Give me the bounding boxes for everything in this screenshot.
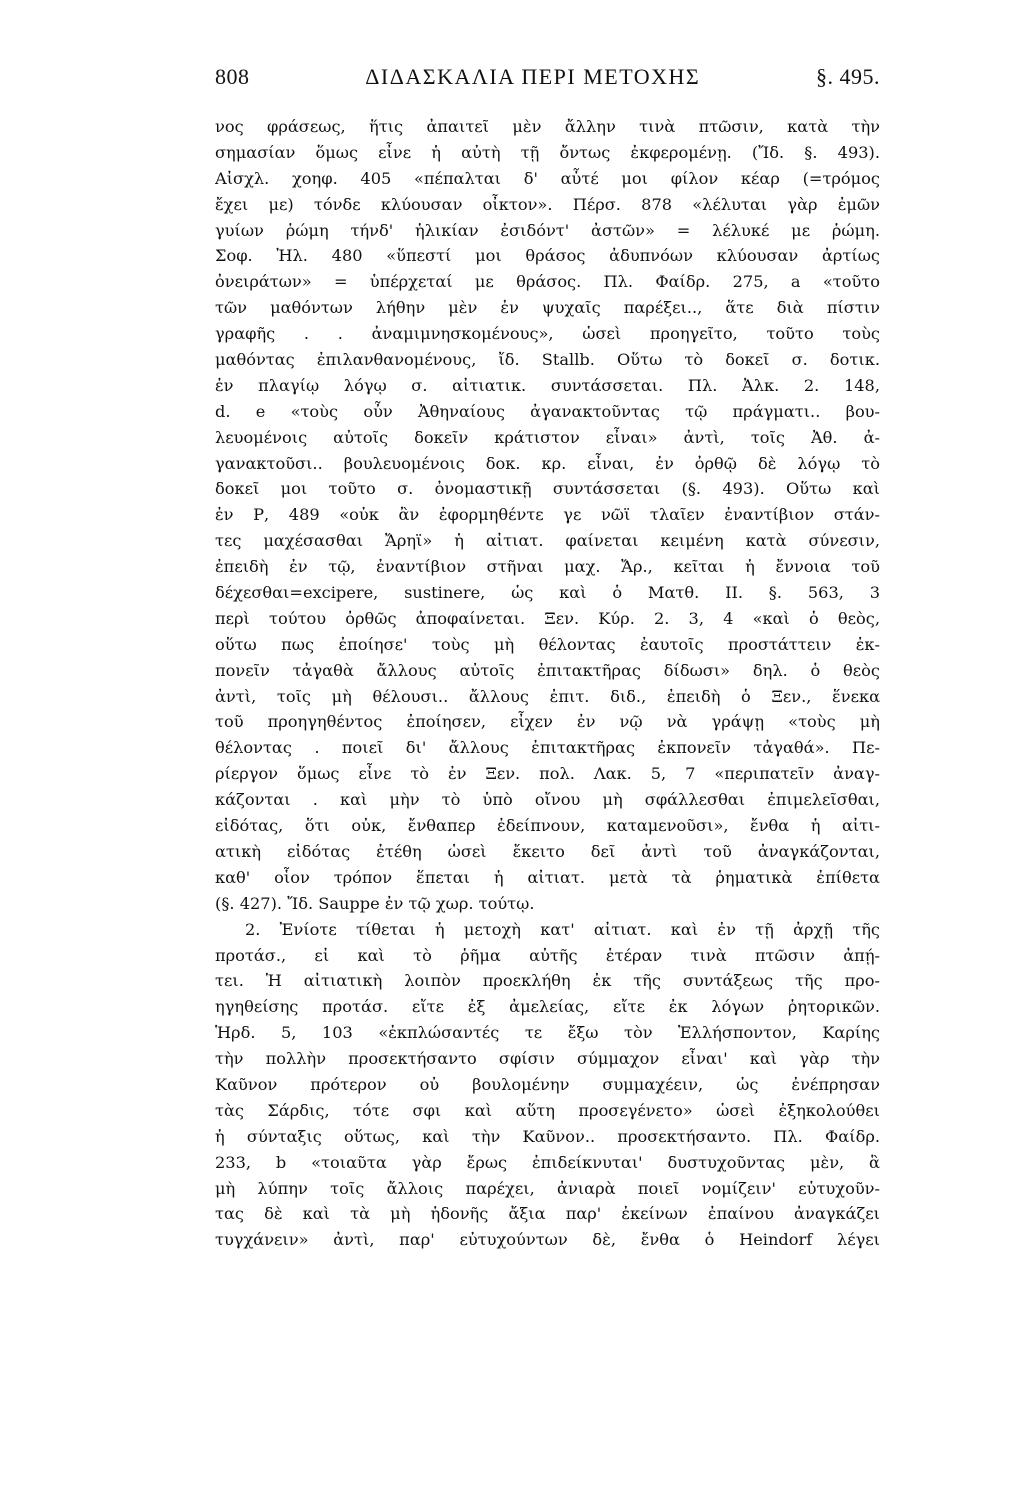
text-line: Σοφ. Ἠλ. 480 «ὕπεστί μοι θράσος ἀδυπνόων κλύουσαν ἀρτίως	[215, 246, 880, 266]
text-line: προτάσ., εἰ καὶ τὸ ῥῆμα αὐτῆς ἑτέραν τινὰ πτῶσιν ἀπῄ-	[215, 945, 880, 965]
text-line: ἐπειδὴ ἐν τῷ, ἐναντίβιον στῆναι μαχ. Ἄρ., κεῖται ἡ ἔννοια τοῦ	[215, 557, 880, 577]
text-line: περὶ τούτου ὀρθῶς ἀποφαίνεται. Ξεν. Κύρ. 2. 3, 4 «καὶ ὁ θεὸς,	[215, 608, 880, 628]
text-line: ἡ σύνταξις οὕτως, καὶ τὴν Καῦνον.. προσεκτήσαντο. Πλ. Φαίδρ.	[215, 1126, 880, 1146]
text-line: Αἰσχλ. χοηφ. 405 «πέπαλται δ' αὖτέ μοι φίλον κέαρ (=τρόμος	[215, 168, 880, 188]
body-text	[215, 114, 880, 1253]
text-line: d. e «τοὺς οὖν Ἀθηναίους ἀγανακτοῦντας τῷ πράγματι.. βου-	[215, 401, 880, 421]
text-line: λευομένοις αὐτοῖς δοκεῖν κράτιστον εἶναι» ἀντὶ, τοῖς Ἀθ. ἀ-	[215, 427, 880, 447]
text-line: ἐν πλαγίῳ λόγῳ σ. αἰτιατικ. συντάσσεται. Πλ. Ἀλκ. 2. 148,	[215, 375, 880, 395]
running-title: ΔΙΔΑΣΚΑΛΙΑ ΠΕΡΙ ΜΕΤΟΧΗΣ	[365, 64, 701, 89]
text-line: δοκεῖ μοι τοῦτο σ. ὀνομαστικῇ συντάσσεται (§. 493). Οὕτω καὶ	[215, 479, 880, 499]
text-line: πονεῖν τἀγαθὰ ἄλλους αὐτοῖς ἐπιτακτῆρας δίδωσι» δηλ. ὁ θεὸς	[215, 660, 880, 680]
text-line: ἐν Ρ, 489 «οὐκ ἂν ἐφορμηθέντε γε νῶϊ τλαῖεν ἐναντίβιον στάν-	[215, 505, 880, 525]
text-line: γυίων ῥώμη τήνδ' ἡλικίαν ἐσιδόντ' ἀστῶν» = λέλυκέ με ῥώμη.	[215, 220, 880, 240]
text-line: δέχεσθαι=excipere, sustinere, ὡς καὶ ὁ Ματθ. ΙΙ. §. 563, 3	[215, 583, 880, 603]
text-line: γραφῆς . . ἀναμιμνησκομένους», ὡσεὶ προηγεῖτο, τοῦτο τοὺς	[215, 324, 880, 344]
text-line: τὰς Σάρδις, τότε σφι καὶ αὕτη προσεγένετο» ὡσεὶ ἐξηκολούθει	[215, 1100, 880, 1120]
text-line: σημασίαν ὅμως εἶνε ἡ αὐτὴ τῇ ὄντως ἐκφερομένῃ. (Ἴδ. §. 493).	[215, 142, 880, 162]
text-line: ἀντὶ, τοῖς μὴ θέλουσι.. ἄλλους ἐπιτ. διδ., ἐπειδὴ ὁ Ξεν., ἕνεκα	[215, 686, 880, 706]
text-line: ρίεργον ὅμως εἶνε τὸ ἐν Ξεν. πολ. Λακ. 5, 7 «περιπατεῖν ἀναγ-	[215, 764, 880, 784]
page-number: 808	[215, 64, 250, 89]
text-line: τας δὲ καὶ τὰ μὴ ἡδονῆς ἄξια παρ' ἐκείνων ἐπαίνου ἀναγκάζει	[215, 1204, 880, 1224]
paragraph-start-line: 2. Ἐνίοτε τίθεται ἡ μετοχὴ κατ' αἰτιατ. καὶ ἐν τῇ ἀρχῇ τῆς	[245, 919, 880, 939]
text-line: Ἡρδ. 5, 103 «ἐκπλώσαντές τε ἔξω τὸν Ἑλλήσποντον, Καρίης	[215, 1023, 880, 1043]
text-line: μαθόντας ἐπιλανθανομένους, ἴδ. Stallb. Οὕτω τὸ δοκεῖ σ. δοτικ.	[215, 350, 880, 370]
text-line: ατικὴ εἰδότας ἐτέθη ὡσεὶ ἔκειτο δεῖ ἀντὶ τοῦ ἀναγκάζονται,	[215, 841, 880, 861]
text-line: τει. Ἡ αἰτιατικὴ λοιπὸν προεκλήθη ἐκ τῆς συντάξεως τῆς προ-	[215, 971, 880, 991]
text-line: μὴ λύπην τοῖς ἄλλοις παρέχει, ἀνιαρὰ ποιεῖ νομίζειν' εὐτυχοῦν-	[215, 1178, 880, 1198]
section-number: §. 495.	[816, 64, 880, 89]
text-line: τοῦ προηγηθέντος ἐποίησεν, εἶχεν ἐν νῷ νὰ γράψῃ «τοὺς μὴ	[215, 712, 880, 732]
text-line: (§. 427). Ἴδ. Sauppe ἐν τῷ χωρ. τούτῳ.	[215, 893, 535, 913]
text-line: γανακτοῦσι.. βουλευομένοις δοκ. κρ. εἶναι, ἐν ὀρθῷ δὲ λόγῳ τὸ	[215, 453, 880, 473]
text-line: τυγχάνειν» ἀντὶ, παρ' εὐτυχούντων δὲ, ἔνθα ὁ Heindorf λέγει	[215, 1230, 880, 1250]
text-line: καθ' οἷον τρόπον ἕπεται ἡ αἰτιατ. μετὰ τὰ ῥηματικὰ ἐπίθετα	[215, 867, 880, 887]
text-line: κάζονται . καὶ μὴν τὸ ὑπὸ οἴνου μὴ σφάλλεσθαι ἐπιμελεῖσθαι,	[215, 790, 880, 810]
book-page	[215, 64, 880, 1253]
text-line: τες μαχέσασθαι Ἄρηϊ» ἡ αἰτιατ. φαίνεται κειμένη κατὰ σύνεσιν,	[215, 531, 880, 551]
running-header	[215, 64, 880, 98]
text-line: θέλοντας . ποιεῖ δι' ἄλλους ἐπιτακτῆρας ἐκπονεῖν τἀγαθά». Πε-	[215, 738, 880, 758]
text-line: οὕτω πως ἐποίησε' τοὺς μὴ θέλοντας ἑαυτοῖς προστάττειν ἐκ-	[215, 634, 880, 654]
text-line: τῶν μαθόντων λήθην μὲν ἐν ψυχαῖς παρέξει.., ἅτε διὰ πίστιν	[215, 298, 880, 318]
text-line: νος φράσεως, ἥτις ἀπαιτεῖ μὲν ἄλλην τινὰ πτῶσιν, κατὰ τὴν	[215, 117, 880, 136]
text-line: εἰδότας, ὅτι οὐκ, ἔνθαπερ ἐδείπνουν, καταμενοῦσι», ἔνθα ἡ αἰτι-	[215, 816, 880, 836]
text-line: Καῦνον πρότερον οὐ βουλομένην συμμαχέειν, ὡς ἐνέπρησαν	[215, 1074, 880, 1094]
text-line: 233, b «τοιαῦτα γὰρ ἔρως ἐπιδείκνυται' δυστυχοῦντας μὲν, ἃ	[215, 1152, 880, 1172]
text-line: τὴν πολλὴν προσεκτήσαντο σφίσιν σύμμαχον εἶναι' καὶ γὰρ τὴν	[215, 1049, 880, 1069]
text-line: ηγηθείσης προτάσ. εἴτε ἐξ ἀμελείας, εἴτε ἐκ λόγων ῥητορικῶν.	[215, 997, 880, 1017]
text-line: ὀνειράτων» = ὑπέρχεταί με θράσος. Πλ. Φαίδρ. 275, a «τοῦτο	[215, 272, 880, 292]
text-line: ἔχει με) τόνδε κλύουσαν οἶκτον». Πέρσ. 878 «λέλυται γὰρ ἐμῶν	[215, 194, 880, 214]
